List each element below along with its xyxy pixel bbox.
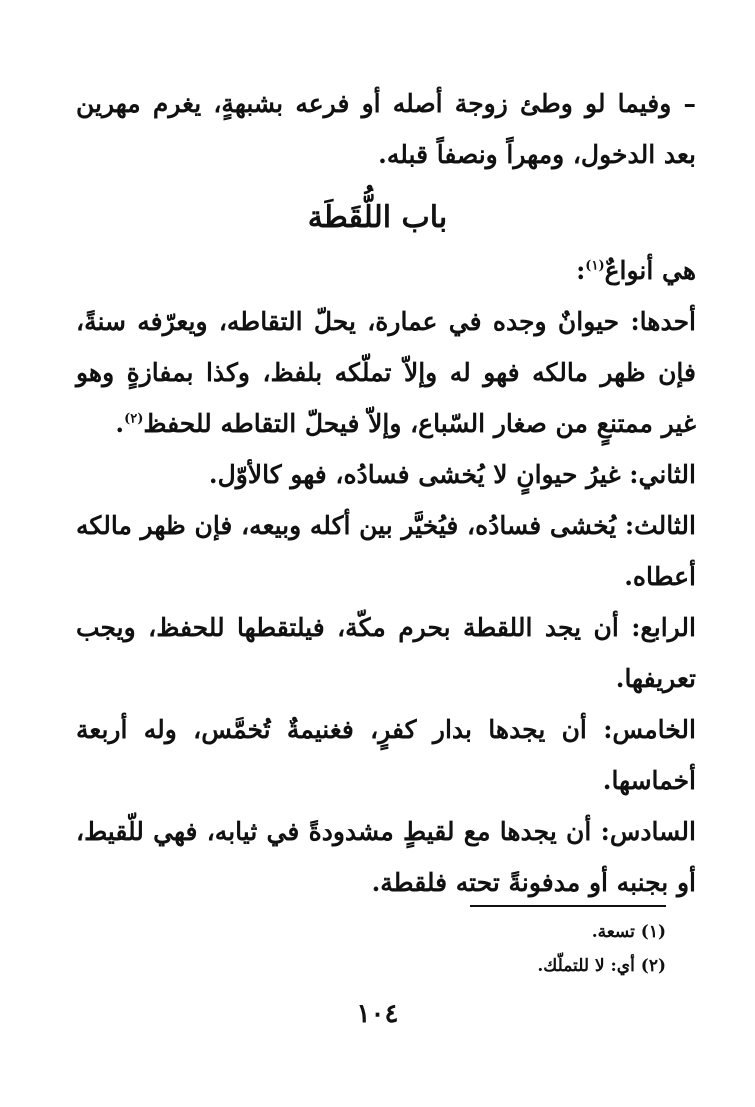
item-2 <box>76 449 696 500</box>
item-3 <box>76 500 696 602</box>
footnote-ref-1[interactable]: (١) <box>585 258 605 274</box>
item-6 <box>76 806 696 908</box>
item-lead: الرابع: <box>631 613 696 642</box>
item-text: أن يجدها بدار كفرٍ، فغنيمةٌ تُخمَّس، وله أربعة أخماسها. <box>76 715 696 795</box>
item-lead: الثالث: <box>624 511 696 540</box>
footnote-divider <box>470 905 666 907</box>
item-lead: الخامس: <box>603 715 696 744</box>
intro-text: هي أنواعٌ <box>604 256 696 285</box>
section-title: باب اللُّقَطَة <box>307 200 448 235</box>
footnote-text: أي: لا للتملّك. <box>537 956 635 976</box>
item-lead: الثاني: <box>629 460 696 489</box>
item-text: حيوانٌ وجده في عمارة، يحلّ التقاطه، ويعرّفه سنةً، فإن ظهر مالكه فهو له وإلاّ تملّكه بلفظ، وكذا بمفازةٍ وهو غير ممتنعٍ من صغار السّباع، وإلاّ فيحلّ التقاطه للحفظ <box>76 307 696 438</box>
item-end: . <box>115 409 125 438</box>
item-text: أن يجدها مع لقيطٍ مشدودةً في ثيابه، فهي للّقيط، أو بجنبه أو مدفونةً تحته فلقطة. <box>76 817 696 897</box>
footnote-1 <box>300 915 666 949</box>
footnote-ref-2[interactable]: (٢) <box>124 411 144 427</box>
item-5 <box>76 704 696 806</box>
item-lead: السادس: <box>600 817 696 846</box>
footnote-marker: (١) <box>640 922 666 942</box>
item-text: يُخشى فسادُه، فيُخيَّر بين أكله وبيعه، فإن ظهر مالكه أعطاه. <box>76 511 696 591</box>
footnote-2 <box>300 949 666 983</box>
item-lead: أحدها: <box>630 307 696 336</box>
footnote-marker: (٢) <box>640 956 666 976</box>
top-paragraph: – وفيما لو وطئ زوجة أصله أو فرعه بشبهةٍ، يغرم مهرين بعد الدخول، ومهراً ونصفاً قبله. <box>76 89 696 169</box>
footnote-text: تسعة. <box>591 922 635 942</box>
intro-line <box>76 245 696 296</box>
footnotes <box>300 915 666 983</box>
page-number: ١٠٤ <box>356 999 399 1029</box>
item-1 <box>76 296 696 449</box>
item-text: غيرُ حيوانٍ لا يُخشى فسادُه، فهو كالأوّل. <box>208 460 630 489</box>
main-text-block <box>76 245 696 908</box>
top-paragraph-block <box>76 78 696 180</box>
item-text: أن يجد اللقطة بحرم مكّة، فيلتقطها للحفظ، ويجب تعريفها. <box>76 613 696 693</box>
intro-colon: : <box>576 256 586 285</box>
item-4 <box>76 602 696 704</box>
